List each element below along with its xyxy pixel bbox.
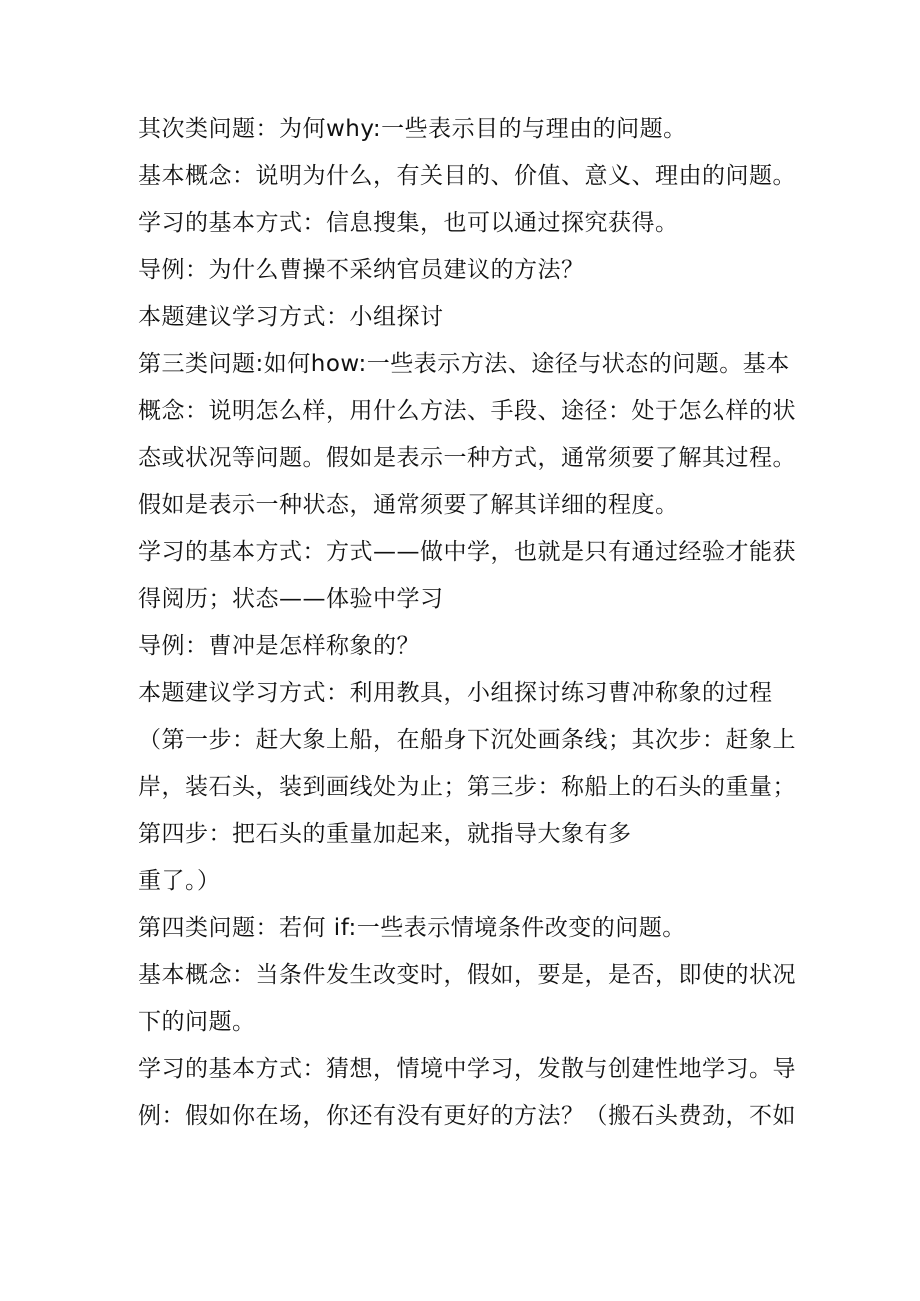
text-line: 第四类问题：若何 if:一些表示情境条件改变的问题。 xyxy=(138,915,686,941)
text-line: 学习的基本方式：方式——做中学，也就是只有通过经验才能获 xyxy=(138,539,796,565)
text-line: 本题建议学习方式：利用教具，小组探讨练习曹冲称象的过程 xyxy=(138,680,773,706)
text-line: 本题建议学习方式：小组探讨 xyxy=(138,304,444,330)
text-line: 导例：曹冲是怎样称象的？ xyxy=(138,633,420,659)
text-line: 基本概念：当条件发生改变时，假如，要是，是否，即使的状况 xyxy=(138,962,796,988)
document-body xyxy=(138,106,808,1140)
text-line: 导例：为什么曹操不采纳官员建议的方法？ xyxy=(138,257,585,283)
text-line: 例：假如你在场，你还有没有更好的方法？（搬石头费劲，不如 xyxy=(138,1103,796,1129)
text-line: 第四步：把石头的重量加起来，就指导大象有多 xyxy=(138,821,632,847)
text-line: 得阅历；状态——体验中学习 xyxy=(138,586,444,612)
text-line: 学习的基本方式：猜想，情境中学习，发散与创建性地学习。导 xyxy=(138,1056,796,1082)
text-line: 岸，装石头，装到画线处为止；第三步：称船上的石头的重量； xyxy=(138,774,796,800)
text-line: 重了。） xyxy=(138,868,221,894)
text-line: 态或状况等问题。假如是表示一种方式，通常须要了解其过程。 xyxy=(138,445,796,471)
text-line: （第一步：赶大象上船，在船身下沉处画条线；其次步：赶象上 xyxy=(138,727,796,753)
text-line: 第三类问题:如何how:一些表示方法、途径与状态的问题。基本 xyxy=(138,351,790,377)
text-line: 假如是表示一种状态，通常须要了解其详细的程度。 xyxy=(138,492,679,518)
text-line: 概念：说明怎么样，用什么方法、手段、途径：处于怎么样的状 xyxy=(138,398,796,424)
text-line: 学习的基本方式：信息搜集，也可以通过探究获得。 xyxy=(138,210,679,236)
text-line: 下的问题。 xyxy=(138,1009,256,1035)
text-line: 基本概念：说明为什么，有关目的、价值、意义、理由的问题。 xyxy=(138,163,796,189)
text-line: 其次类问题：为何why:一些表示目的与理由的问题。 xyxy=(138,116,687,142)
